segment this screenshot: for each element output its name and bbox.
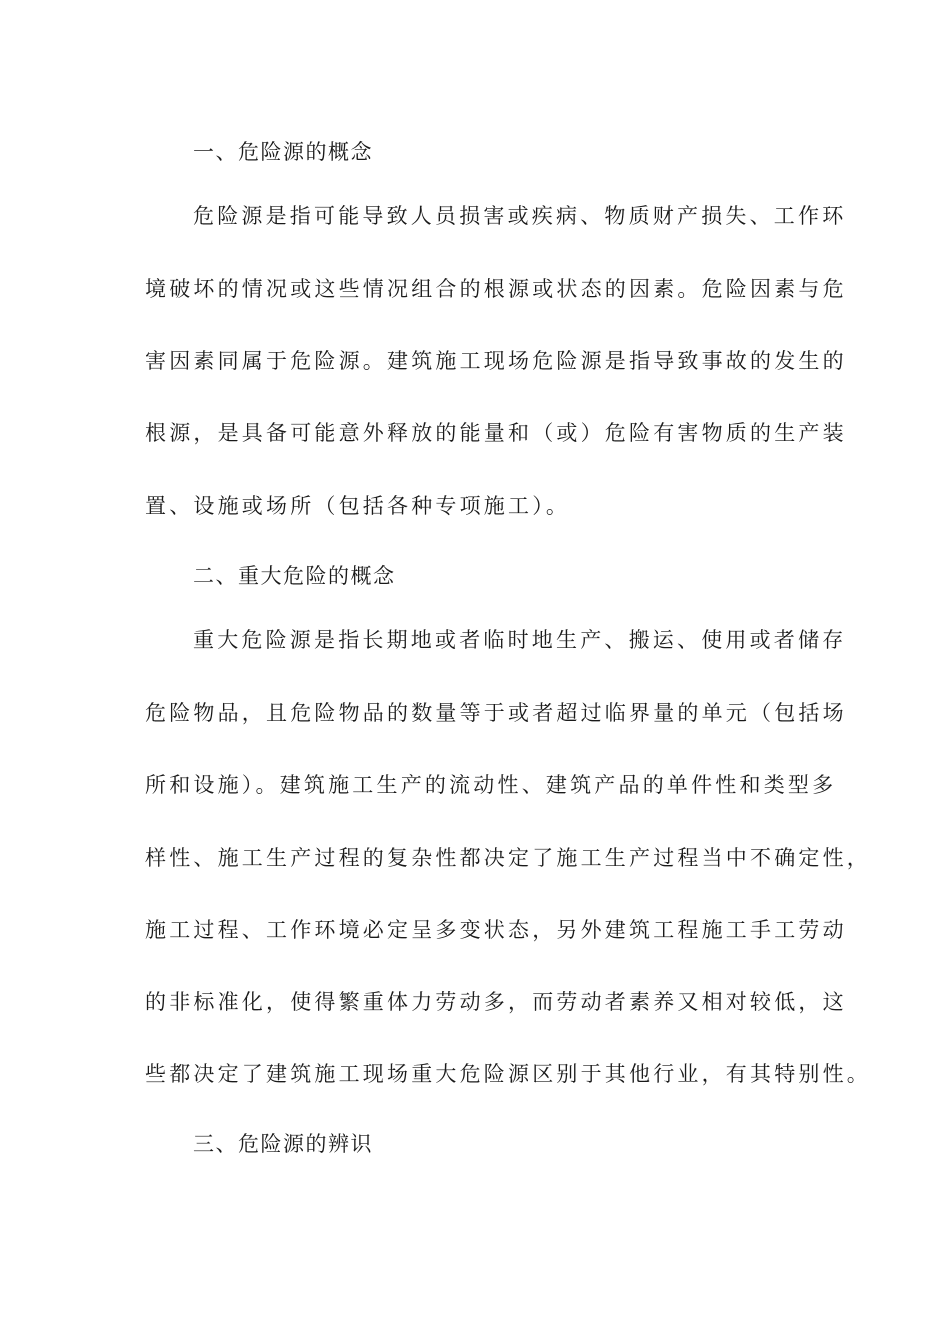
paragraph-line: 置、设施或场所（包括各种专项施工）。 bbox=[145, 494, 571, 518]
paragraph-line: 危险物品，且危险物品的数量等于或者超过临界量的单元（包括场 bbox=[145, 701, 847, 725]
paragraph-line: 的非标准化，使得繁重体力劳动多，而劳动者素养又相对较低，这 bbox=[145, 990, 847, 1014]
paragraph-line: 样性、施工生产过程的复杂性都决定了施工生产过程当中不确定性， bbox=[145, 846, 871, 870]
paragraph-line: 境破坏的情况或这些情况组合的根源或状态的因素。危险因素与危 bbox=[145, 277, 847, 301]
paragraph-line: 根源，是具备可能意外释放的能量和（或）危险有害物质的生产装 bbox=[145, 421, 847, 445]
paragraph-line: 害因素同属于危险源。建筑施工现场危险源是指导致事故的发生的 bbox=[145, 349, 847, 373]
section-heading-1: 一、危险源的概念 bbox=[193, 140, 373, 164]
paragraph-line: 所和设施）。建筑施工生产的流动性、建筑产品的单件性和类型多 bbox=[145, 773, 837, 797]
paragraph-line: 施工过程、工作环境必定呈多变状态，另外建筑工程施工手工劳动 bbox=[145, 918, 847, 942]
paragraph-line: 些都决定了建筑施工现场重大危险源区别于其他行业，有其特别性。 bbox=[145, 1062, 871, 1086]
paragraph-line: 重大危险源是指长期地或者临时地生产、搬运、使用或者储存 bbox=[193, 628, 847, 652]
section-heading-2: 二、重大危险的概念 bbox=[193, 564, 396, 588]
section-heading-3: 三、危险源的辨识 bbox=[193, 1132, 373, 1156]
paragraph-line: 危险源是指可能导致人员损害或疾病、物质财产损失、工作环 bbox=[193, 204, 847, 228]
